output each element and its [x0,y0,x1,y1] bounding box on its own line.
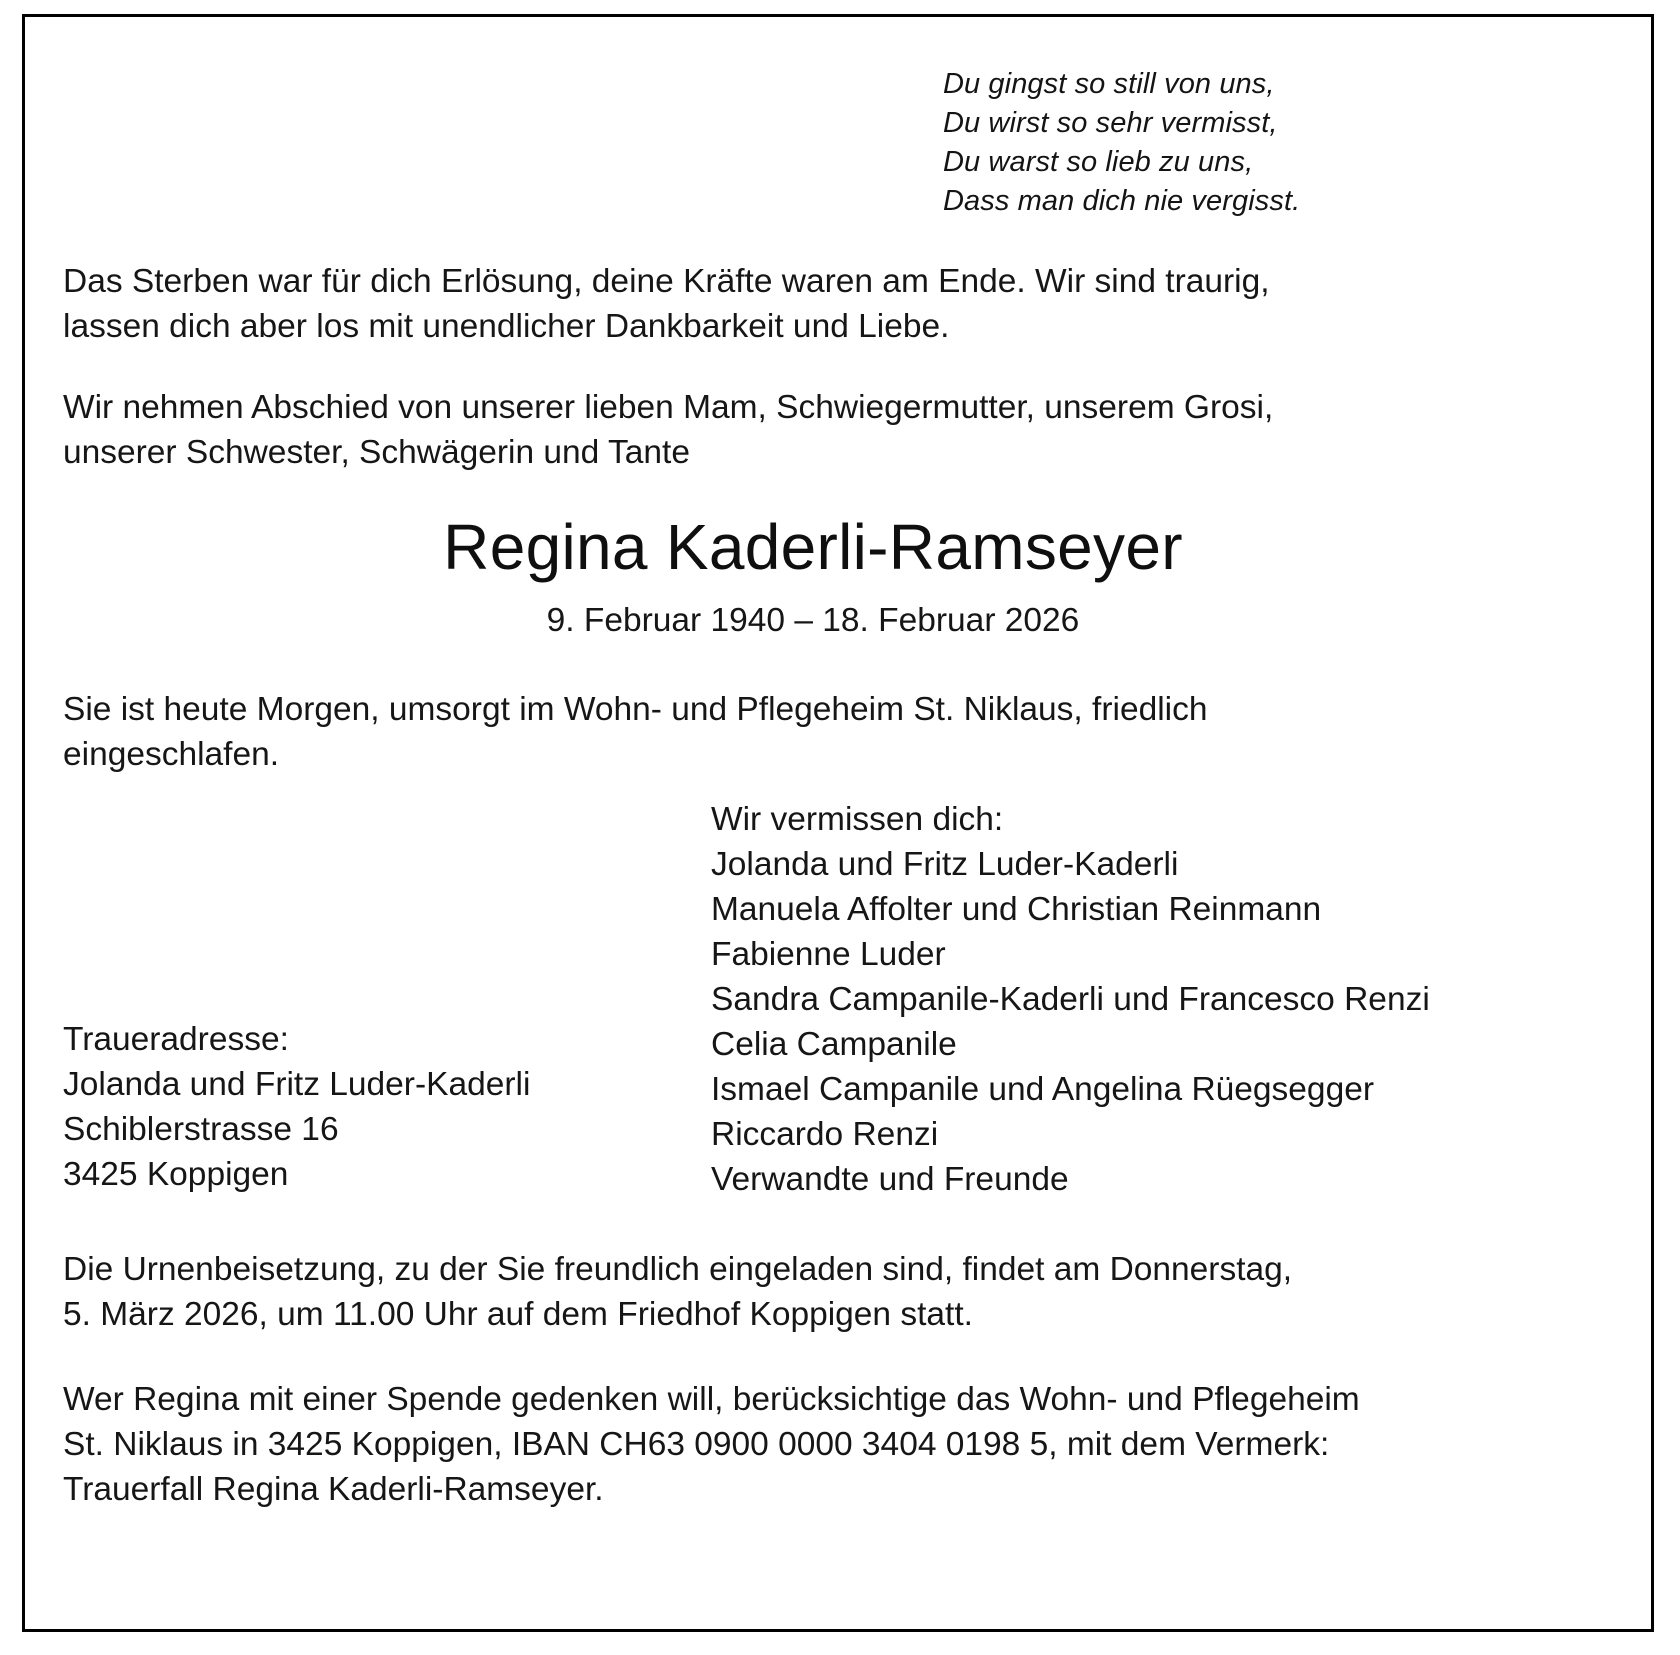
survivor-name: Sandra Campanile-Kaderli und Francesco Renzi [711,981,1430,1018]
mourning-address-label: Traueradresse: [63,1021,289,1058]
survivor-name: Fabienne Luder [711,936,946,973]
obituary-border-frame [22,14,1654,1632]
funeral-information-line-1: Die Urnenbeisetzung, zu der Sie freundlich eingeladen sind, findet am Donnerstag, [63,1251,1293,1288]
funeral-information-line-2: 5. März 2026, um 11.00 Uhr auf dem Friedhof Koppigen statt. [63,1296,973,1333]
survivor-name: Manuela Affolter und Christian Reinmann [711,891,1322,928]
passing-note-line-1: Sie ist heute Morgen, umsorgt im Wohn- und Pflegeheim St. Niklaus, friedlich [63,691,1208,728]
intro-paragraph-release [63,259,1543,349]
funeral-information [63,1247,1543,1337]
address-and-survivors-columns [63,797,1563,1197]
memorial-poem [943,65,1463,221]
survivor-name: Verwandte und Freunde [711,1161,1069,1198]
survivor-name: Jolanda und Fritz Luder-Kaderli [711,846,1179,883]
mourning-address-block [63,1017,683,1197]
survivor-name: Riccardo Renzi [711,1116,939,1153]
passing-note-line-2: eingeschlafen. [63,736,280,773]
intro-paragraph-farewell-line-2: unserer Schwester, Schwägerin und Tante [63,434,690,471]
passing-note [63,687,1543,777]
mourning-address-line-2: Schiblerstrasse 16 [63,1111,339,1148]
obituary-content [63,47,1621,1609]
deceased-dates: 9. Februar 1940 – 18. Februar 2026 [546,602,1080,639]
donation-information-line-1: Wer Regina mit einer Spende gedenken will, berücksichtige das Wohn- und Pflegeheim [63,1381,1360,1418]
poem-line-3: Du warst so lieb zu uns, [943,146,1254,178]
intro-paragraph-release-line-1: Das Sterben war für dich Erlösung, deine Kräfte waren am Ende. Wir sind traurig, [63,263,1270,300]
donation-information [63,1377,1543,1512]
poem-line-4: Dass man dich nie vergisst. [943,185,1301,217]
intro-paragraph-release-line-2: lassen dich aber los mit unendlicher Dankbarkeit und Liebe. [63,308,950,345]
survivors-heading: Wir vermissen dich: [711,801,1004,838]
survivor-name: Celia Campanile [711,1026,957,1063]
survivors-block [711,797,1571,1202]
donation-information-line-2: St. Niklaus in 3425 Koppigen, IBAN CH63 0900 0000 3404 0198 5, mit dem Vermerk: [63,1426,1330,1463]
intro-paragraph-farewell-line-1: Wir nehmen Abschied von unserer lieben Mam, Schwiegermutter, unserem Grosi, [63,389,1274,426]
poem-line-1: Du gingst so still von uns, [943,68,1275,100]
deceased-name: Regina Kaderli-Ramseyer [443,511,1183,583]
mourning-address-line-3: 3425 Koppigen [63,1156,289,1193]
donation-information-line-3: Trauerfall Regina Kaderli-Ramseyer. [63,1471,604,1508]
mourning-address-line-1: Jolanda und Fritz Luder-Kaderli [63,1066,531,1103]
poem-line-2: Du wirst so sehr vermisst, [943,107,1278,139]
survivor-name: Ismael Campanile und Angelina Rüegsegger [711,1071,1374,1108]
intro-paragraph-farewell [63,385,1543,475]
